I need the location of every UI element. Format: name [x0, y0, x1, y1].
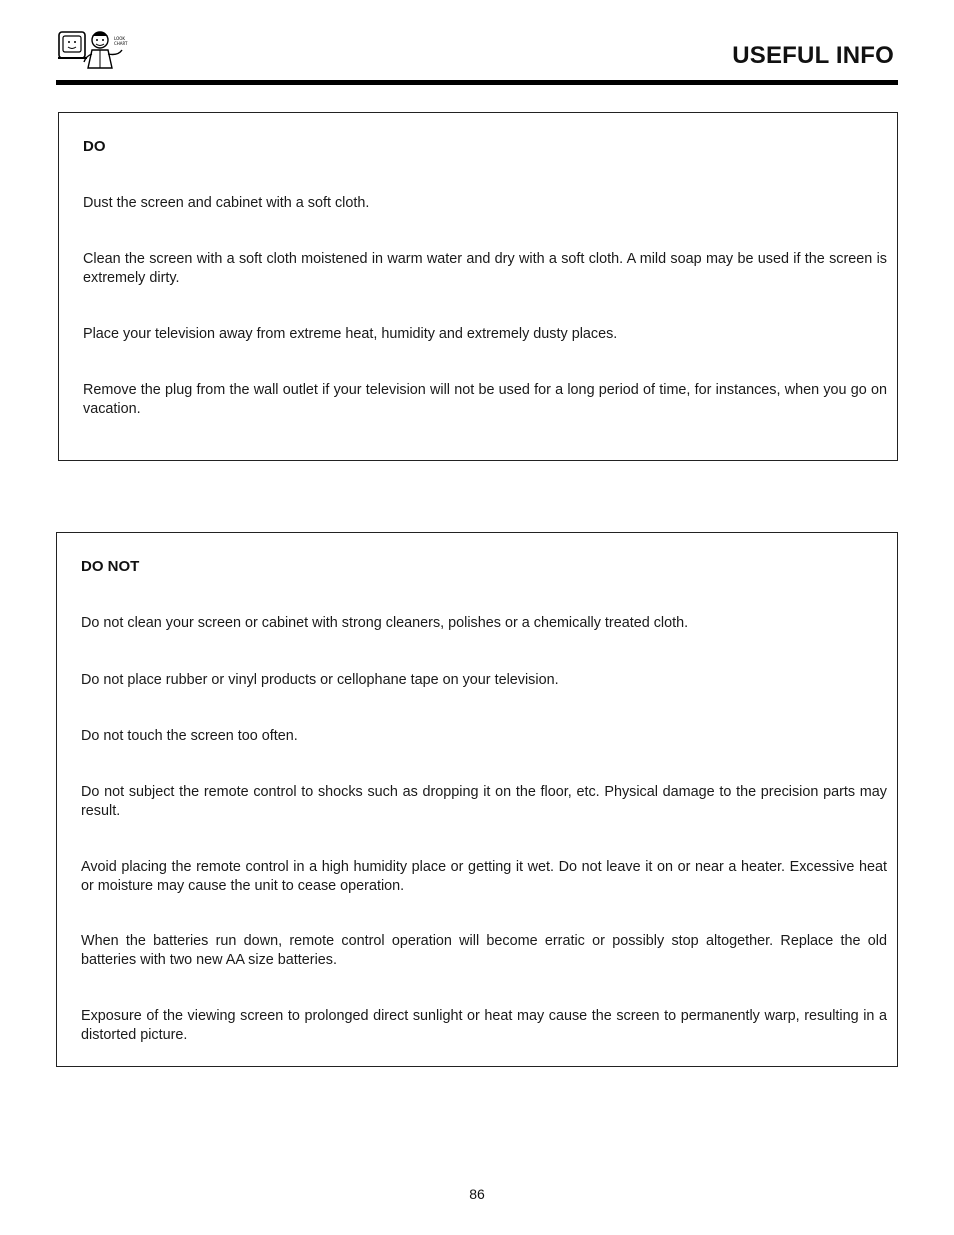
do-section — [58, 112, 898, 461]
do-heading: DO — [83, 138, 106, 155]
tv-mascot-icon — [56, 26, 136, 74]
do-not-item: When the batteries run down, remote control operation will become erratic or possibly stop altogether. Replace the old batteries with two new AA size batteries. — [81, 933, 887, 968]
do-item: Clean the screen with a soft cloth moistened in warm water and dry with a soft cloth. A mild soap may be used if the screen is extremely dirty. — [83, 251, 887, 286]
page-title: USEFUL INFO — [732, 42, 894, 69]
do-not-item: Exposure of the viewing screen to prolonged direct sunlight or heat may cause the screen to permanently warp, resulting in a distorted picture. — [81, 1008, 887, 1043]
header-divider — [56, 80, 898, 85]
do-item: Place your television away from extreme heat, humidity and extremely dusty places. — [83, 326, 618, 342]
do-item: Remove the plug from the wall outlet if your television will not be used for a long period of time, for instances, when you go on vacation. — [83, 382, 887, 417]
do-not-item: Do not touch the screen too often. — [81, 728, 298, 744]
do-not-item: Do not subject the remote control to shocks such as dropping it on the floor, etc. Physical damage to the precision parts may result. — [81, 784, 887, 819]
svg-text:CHART: CHART — [114, 41, 128, 46]
do-not-item: Avoid placing the remote control in a high humidity place or getting it wet. Do not leave it on or near a heater. Excessive heat or moisture may cause the unit to cease operation. — [81, 859, 887, 894]
svg-text:LOOK: LOOK — [114, 36, 126, 41]
do-not-item: Do not clean your screen or cabinet with strong cleaners, polishes or a chemically treated cloth. — [81, 615, 689, 631]
do-not-item: Do not place rubber or vinyl products or cellophane tape on your television. — [81, 672, 559, 688]
do-not-heading: DO NOT — [81, 558, 140, 575]
do-not-section — [56, 532, 898, 1067]
do-item: Dust the screen and cabinet with a soft cloth. — [83, 195, 370, 211]
page-number: 86 — [469, 1186, 485, 1202]
